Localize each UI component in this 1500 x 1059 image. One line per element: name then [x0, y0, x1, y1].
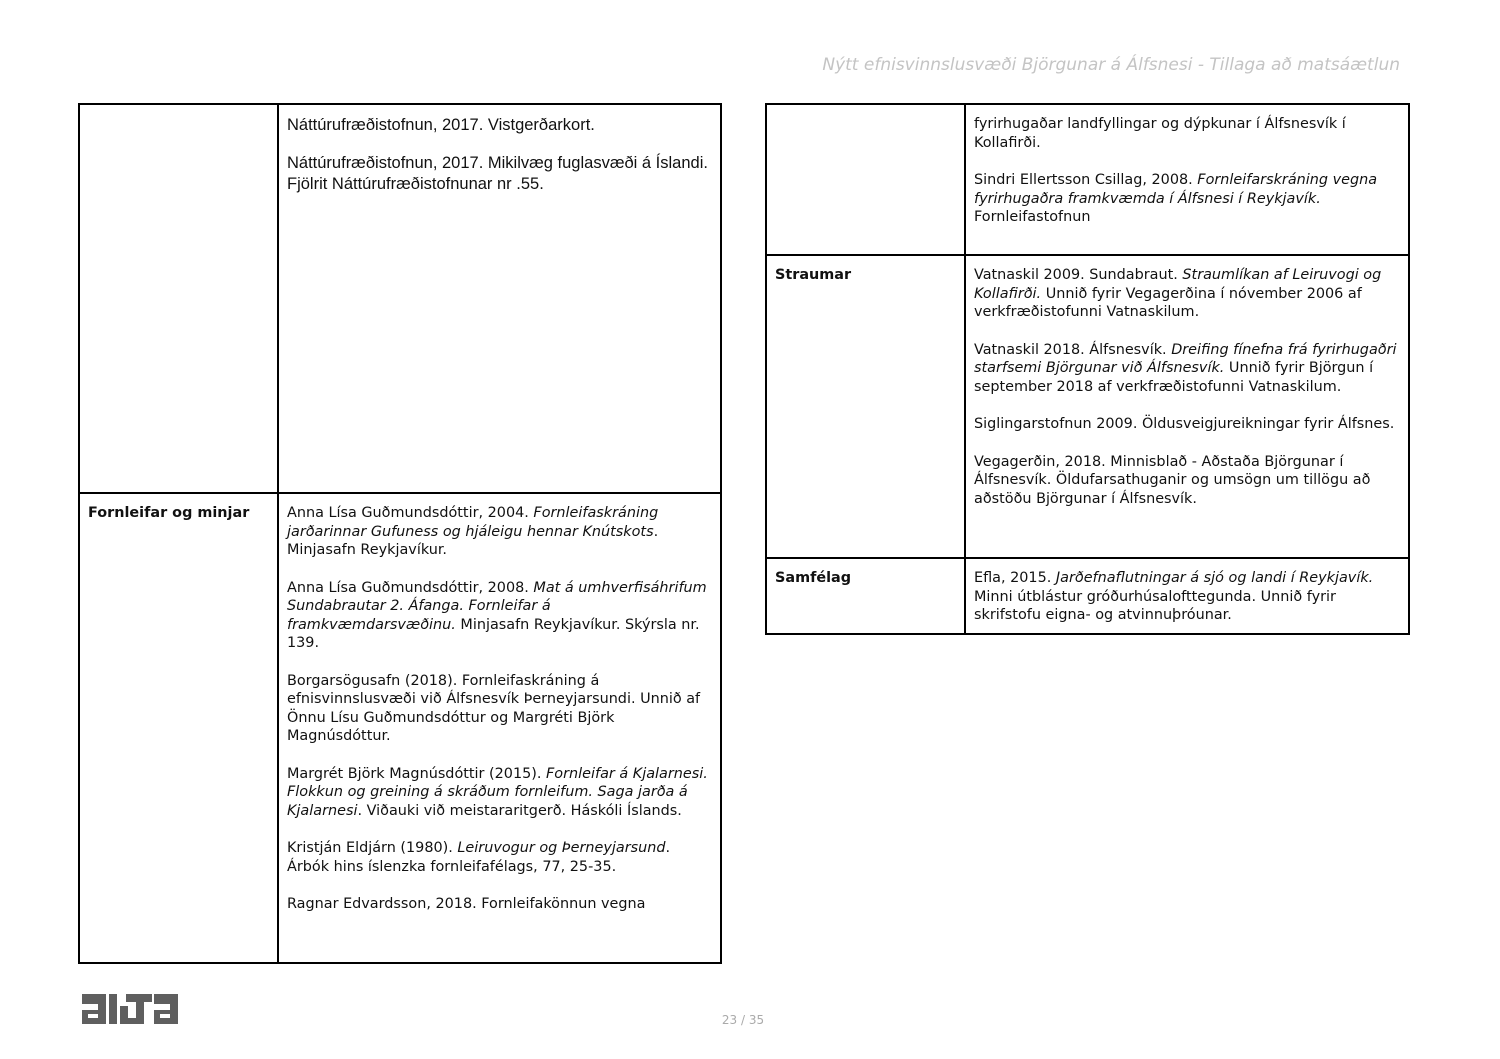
reference-text: Fornleifastofnun — [974, 209, 1091, 225]
topic-cell — [766, 104, 965, 255]
references-table-right — [765, 103, 1410, 635]
reference-text: Borgarsögusafn (2018). Fornleifaskráning á efnisvinnslusvæði við Álfsnesvík Þerneyjarsundi. Unnið af Önnu Lísu Guðmundsdóttur og Margréti Björk Magnúsdóttur. — [287, 672, 701, 744]
reference-entry — [287, 153, 712, 195]
reference-text: . Viðauki við meistararitgerð. Háskóli Íslands. — [357, 802, 682, 819]
topic-cell: Fornleifar og minjar — [79, 493, 278, 963]
reference-text: Unnið fyrir Björgun í september 2018 af verkfræðistofunni Vatnaskilum. — [974, 360, 1374, 395]
reference-entry — [974, 341, 1400, 397]
reference-entry — [974, 453, 1400, 509]
reference-text: Anna Lísa Guðmundsdóttir, 2004. — [287, 505, 534, 521]
table-row — [766, 255, 1409, 558]
reference-text: . Árbók hins íslenzka fornleifafélags, 77, 25-35. — [287, 840, 671, 875]
references-cell — [278, 493, 721, 963]
reference-text: Unnið fyrir Vegagerðina í nóvember 2006 af verkfræðistofunni Vatnaskilum. — [974, 285, 1362, 320]
reference-entry — [287, 895, 712, 914]
reference-text: Kristján Eldjárn (1980). — [287, 840, 458, 856]
reference-entry — [287, 672, 712, 746]
reference-text: Sindri Ellertsson Csillag, 2008. — [974, 172, 1198, 188]
page-number: 23 / 35 — [721, 1013, 765, 1027]
references-cell — [278, 104, 721, 493]
table-row — [79, 493, 721, 963]
reference-text: Ragnar Edvardsson, 2018. Fornleifakönnun vegna — [287, 896, 646, 912]
alta-logo — [80, 992, 180, 1030]
reference-text: Vegagerðin, 2018. Minnisblað - Aðstaða Björgunar í Álfsnesvík. Öldufarsathuganir og umsögn um tillögu að aðstöðu Björgunar í Álfsnesvík. — [974, 453, 1371, 507]
document-header-title: Nýtt efnisvinnslusvæði Björgunar á Álfsnesi - Tillaga að matsáætlun — [822, 55, 1400, 75]
reference-text: Vatnaskil 2009. Sundabraut. — [974, 267, 1183, 283]
reference-entry — [974, 569, 1400, 625]
reference-entry — [287, 115, 712, 136]
table-row — [766, 104, 1409, 255]
reference-text: Náttúrufræðistofnun, 2017. Vistgerðarkort. — [287, 116, 595, 134]
reference-text: Margrét Björk Magnúsdóttir (2015). — [287, 765, 547, 782]
topic-cell: Samfélag — [766, 558, 965, 634]
reference-entry — [287, 579, 712, 653]
reference-text: Siglingarstofnun 2009. Öldusveigjureikningar fyrir Álfsnes. — [974, 416, 1395, 432]
reference-title: Fornleifarskráning vegna fyrirhugaðra framkvæmda í Álfsnesi í Reykjavík. — [974, 172, 1378, 207]
reference-entry — [287, 839, 712, 876]
topic-cell — [79, 104, 278, 493]
table-row — [79, 104, 721, 493]
reference-text: . Minjasafn Reykjavíkur. — [287, 523, 659, 558]
reference-title: Mat á umhverfisáhrifum Sundabrautar 2. Áfanga. Fornleifar á framkvæmdarsvæðinu. — [287, 579, 707, 633]
reference-text: fyrirhugaðar landfyllingar og dýpkunar í Álfsnesvík í Kollafirði. — [974, 116, 1346, 151]
reference-text: Minjasafn Reykjavíkur. Skýrsla nr. 139. — [287, 616, 700, 651]
reference-text: Náttúrufræðistofnun, 2017. Mikilvæg fuglasvæði á Íslandi. Fjölrit Náttúrufræðistofnunar nr .55. — [287, 154, 708, 193]
reference-title: Leiruvogur og Þerneyjarsund — [457, 840, 666, 856]
reference-text: Anna Lísa Guðmundsdóttir, 2008. — [287, 579, 534, 596]
reference-text: Minni útblástur gróðurhúsalofttegunda. Unnið fyrir skrifstofu eigna- og atvinnuþróunar. — [974, 588, 1336, 623]
references-cell — [965, 255, 1409, 558]
references-cell — [965, 558, 1409, 634]
reference-entry — [974, 415, 1400, 434]
references-table-left — [78, 103, 722, 964]
reference-entry — [974, 171, 1400, 227]
topic-cell: Straumar — [766, 255, 965, 558]
reference-entry — [974, 115, 1400, 152]
reference-title: Straumlíkan af Leiruvogi og Kollafirði. — [974, 267, 1382, 302]
reference-title: Fornleifaskráning jarðarinnar Gufuness og hjáleigu hennar Knútskots — [287, 505, 659, 540]
table-row — [766, 558, 1409, 634]
reference-text: Efla, 2015. — [974, 570, 1056, 586]
reference-entry — [287, 765, 712, 821]
references-cell — [965, 104, 1409, 255]
reference-text: Vatnaskil 2018. Álfsnesvík. — [974, 341, 1172, 358]
reference-title: Jarðefnaflutningar á sjó og landi í Reykjavík. — [1055, 570, 1374, 586]
reference-title: Dreifing fínefna frá fyrirhugaðri starfsemi Björgunar við Álfsnesvík. — [974, 341, 1397, 376]
reference-entry — [287, 504, 712, 560]
reference-entry — [974, 266, 1400, 322]
reference-title: Fornleifar á Kjalarnesi. Flokkun og greining á skráðum fornleifum. Saga jarða á Kjalarnesi — [287, 765, 708, 819]
